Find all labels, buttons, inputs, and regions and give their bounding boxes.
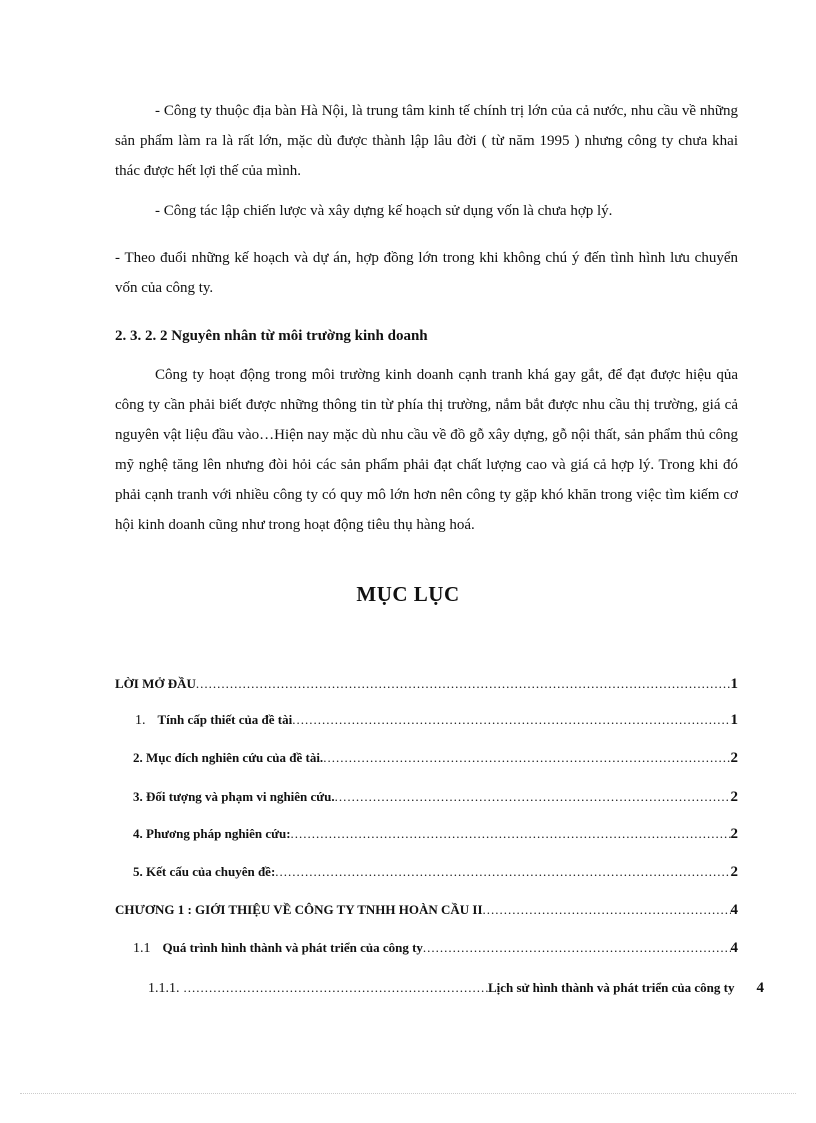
toc-entry-number: 1.1	[133, 941, 151, 956]
toc-entry-label: LỜI MỞ ĐẦU	[115, 676, 196, 691]
paragraph-strategy: - Công tác lập chiến lược và xây dựng kế hoạch sử dụng vốn là chưa hợp lý.	[155, 203, 613, 219]
toc-entry-label: 3. Đối tượng và phạm vi nghiên cứu.	[133, 789, 335, 804]
toc-entry[interactable]	[148, 980, 764, 997]
toc-entry-page: 2	[730, 750, 738, 766]
toc-entry-page: 4	[730, 902, 738, 918]
toc-entry[interactable]	[115, 676, 738, 693]
toc-leader	[275, 864, 730, 880]
toc-entry-number: 1.1.1.	[148, 981, 180, 996]
toc-leader	[291, 826, 731, 842]
toc-entry-page: 4	[730, 940, 738, 956]
toc-entry[interactable]	[115, 902, 738, 919]
toc-leader	[292, 712, 730, 728]
toc-entry-number: 1.	[135, 713, 146, 728]
toc-entry-label: CHƯƠNG 1 : GIỚI THIỆU VỀ CÔNG TY TNHH HOÀN CẦU II	[115, 902, 483, 917]
toc-entry-label: Quá trình hình thành và phát triển của công ty	[162, 940, 423, 955]
toc-leader	[323, 750, 730, 766]
toc-entry[interactable]	[133, 826, 738, 843]
toc-entry-page: 1	[730, 676, 738, 692]
section-heading: 2. 3. 2. 2 Nguyên nhân từ môi trường kinh doanh	[115, 328, 428, 344]
toc-entry[interactable]	[133, 864, 738, 881]
toc-entry[interactable]	[133, 750, 738, 767]
toc-entry[interactable]	[135, 712, 738, 729]
toc-leader	[423, 940, 731, 956]
toc-entry-page: 2	[730, 789, 738, 805]
toc-entry-label: 2. Mục đích nghiên cứu của đề tài.	[133, 750, 324, 765]
page-bottom-divider	[20, 1093, 796, 1094]
toc-title: MỤC LỤC	[356, 582, 460, 606]
toc-entry-page: 2	[730, 826, 738, 842]
toc-leader	[196, 676, 731, 692]
toc-entry-label: 4. Phương pháp nghiên cứu:	[133, 826, 291, 841]
toc-leader	[483, 902, 731, 918]
toc-entry[interactable]	[133, 940, 738, 957]
toc-leader	[184, 980, 488, 996]
toc-entry-label: 5. Kết cấu của chuyên đề:	[133, 864, 276, 879]
toc-leader	[335, 789, 731, 805]
toc-entry-page: 2	[730, 864, 738, 880]
paragraph-location: - Công ty thuộc địa bàn Hà Nội, là trung tâm kinh tế chính trị lớn của cả nước, nhu cầu về những sản phẩm làm ra là rất lớn, mặc dù được thành lập lâu đời ( từ năm 1995 ) nhưng công ty chưa khai thác được hết lợi thế của mình.	[115, 103, 738, 179]
toc-entry-label: Lịch sử hình thành và phát triển của công ty	[487, 980, 735, 995]
paragraph-environment: Công ty hoạt động trong môi trường kinh doanh cạnh tranh khá gay gắt, để đạt được hiệu qủa công ty cần phải biết được những thông tin từ phía thị trường, nắm bắt được nhu cầu thị trường, giá cả nguyên vật liệu đầu vào…Hiện nay mặc dù nhu cầu về đồ gỗ xây dựng, gỗ nội thất, sản phẩm thủ công mỹ nghệ tăng lên nhưng đòi hỏi các sản phẩm phải đạt chất lượng cao và giá cả hợp lý. Trong khi đó phải cạnh tranh với nhiều công ty có quy mô lớn hơn nên công ty gặp khó khăn trong việc tìm kiếm cơ hội kinh doanh cũng như trong hoạt động tiêu thụ hàng hoá.	[115, 367, 738, 533]
toc-entry-page: 1	[730, 712, 738, 728]
paragraph-projects: - Theo đuổi những kế hoạch và dự án, hợp đồng lớn trong khi không chú ý đến tình hình lưu chuyển vốn của công ty.	[115, 250, 738, 296]
toc-entry[interactable]	[133, 789, 738, 806]
toc-entry-page: 4	[756, 980, 764, 996]
toc-entry-label: Tính cấp thiết của đề tài	[157, 712, 293, 727]
